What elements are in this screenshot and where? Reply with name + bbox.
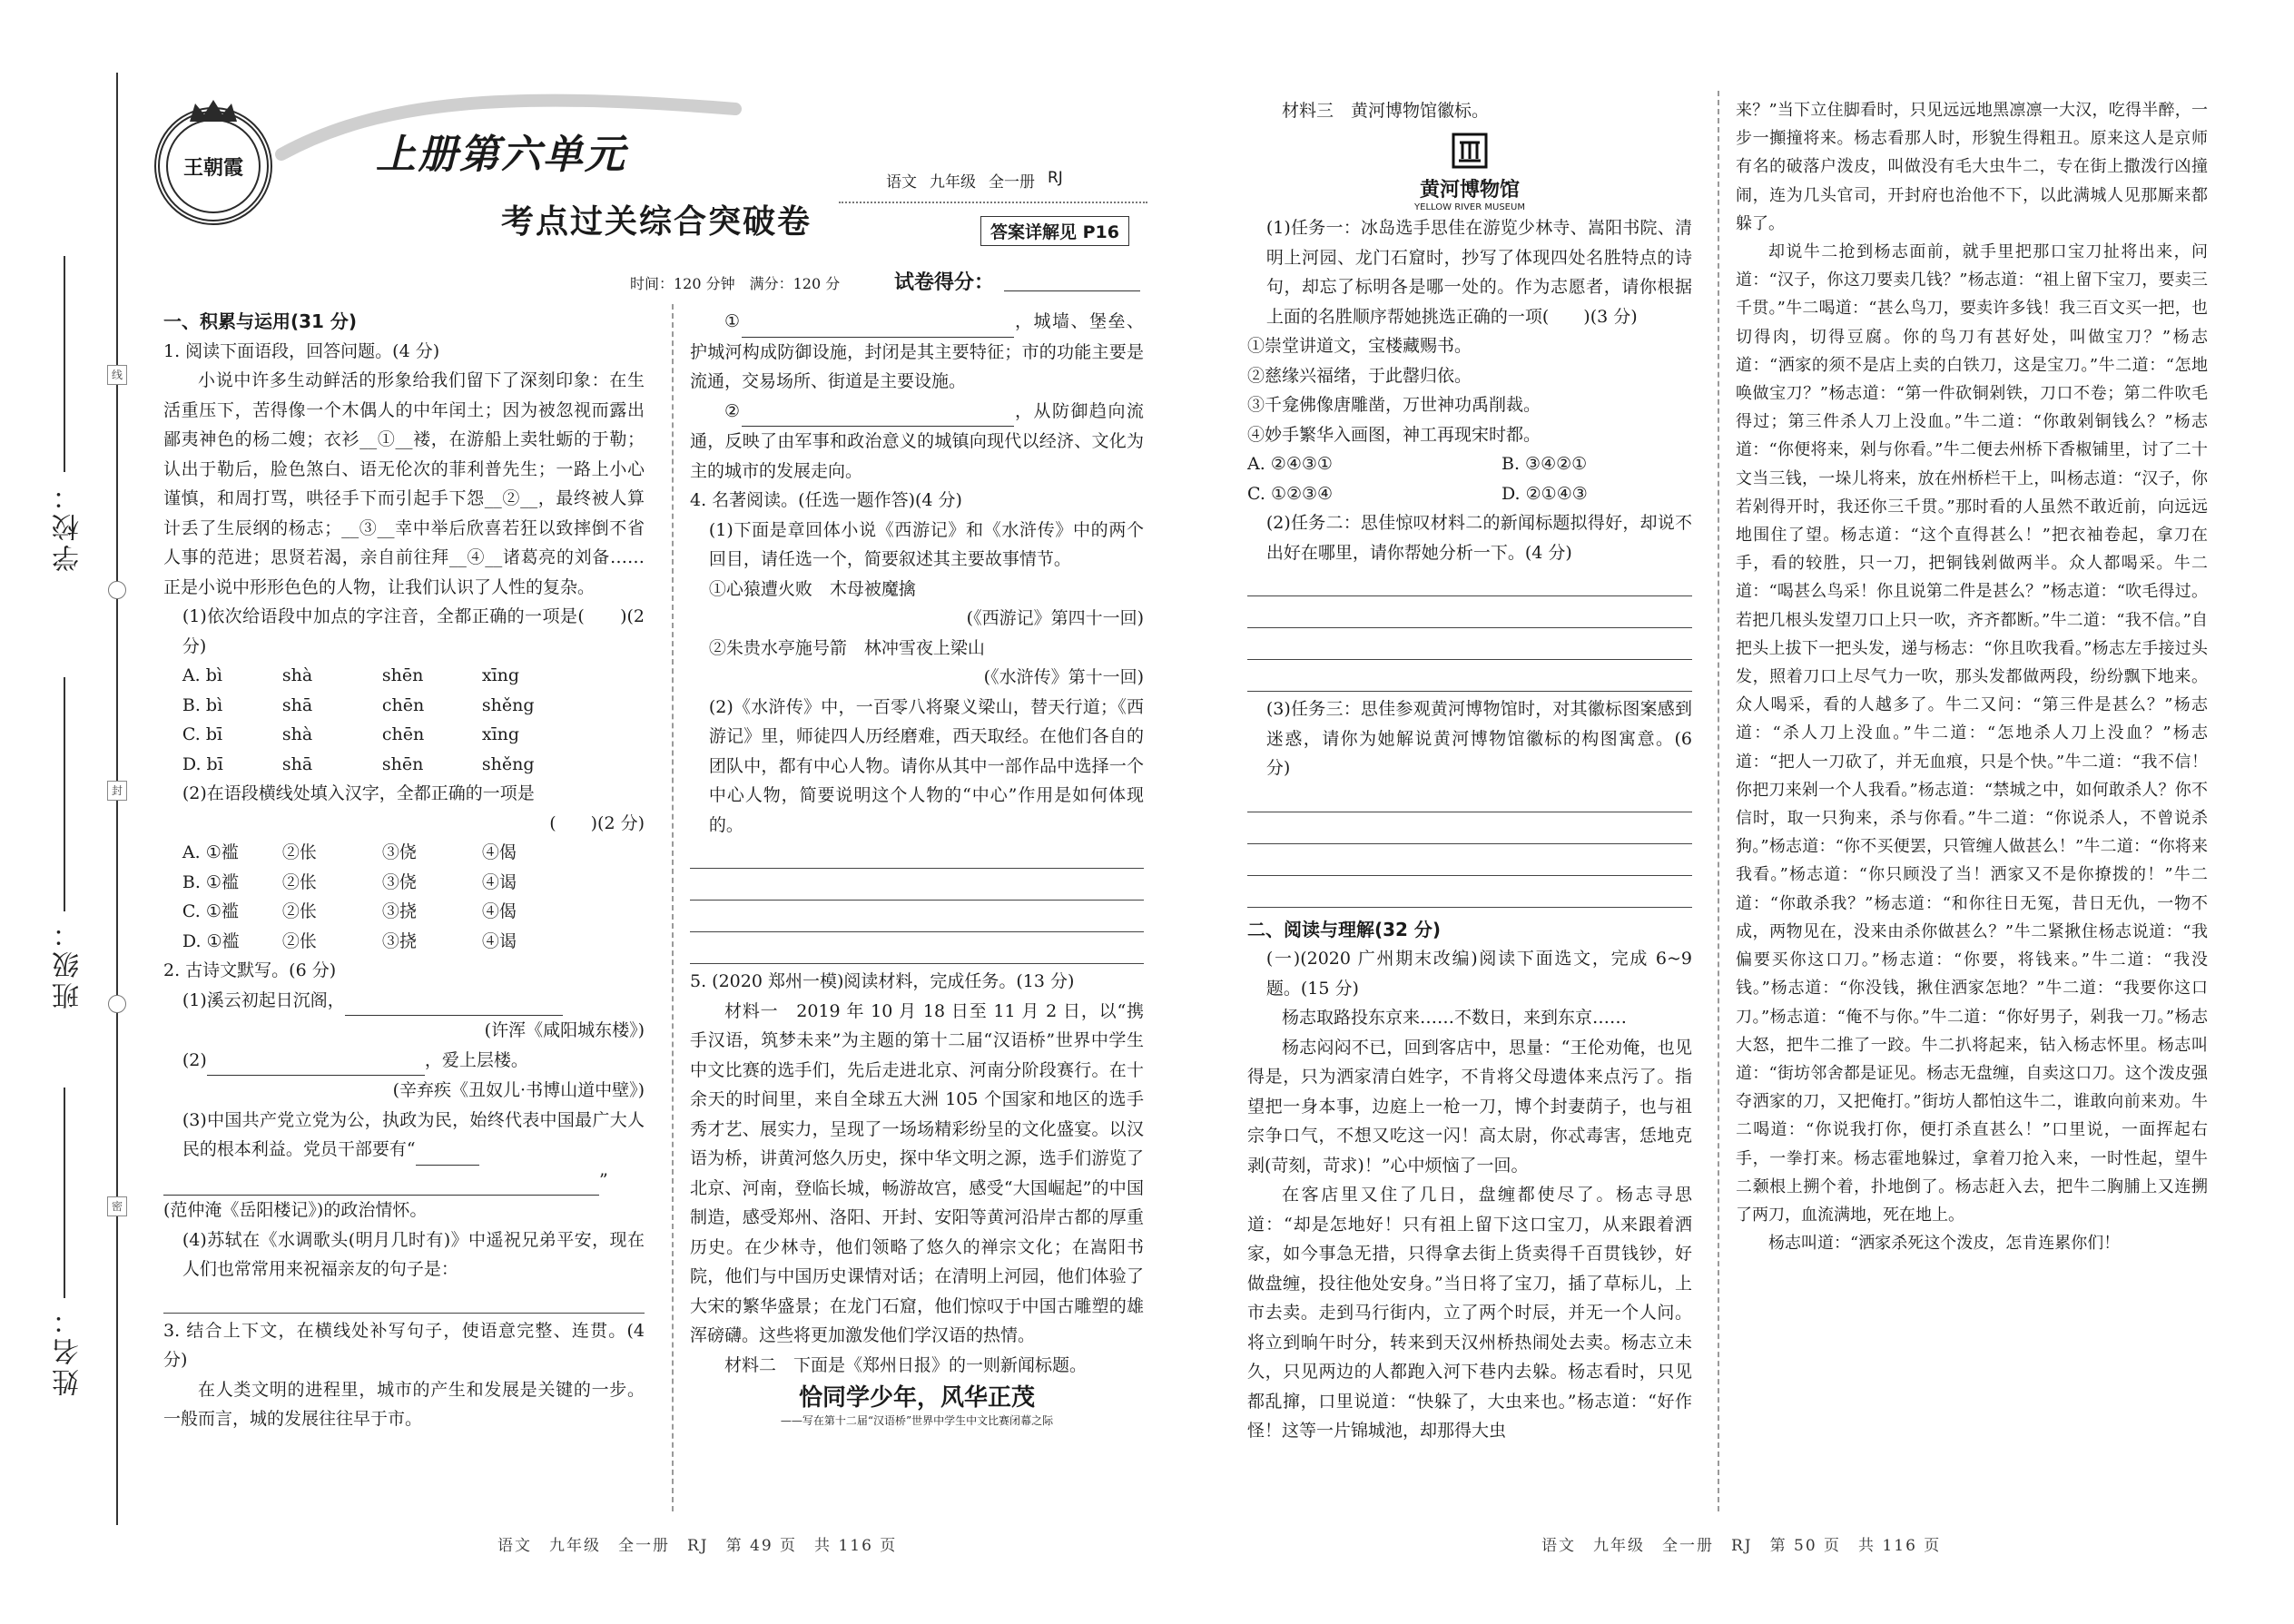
info-tag: 九年级 <box>930 173 976 192</box>
info-tag: 全一册 <box>989 173 1035 192</box>
question-title: 4. 名著阅读。(任选一题作答)(4 分) <box>690 490 962 510</box>
option-row[interactable]: C. ①褴 ②伥 ③挠 ④偈 <box>182 901 517 921</box>
info-tags <box>886 169 1063 192</box>
question-title: 1. 阅读下面语段，回答问题。(4 分) <box>163 340 440 361</box>
logo-text: 王朝霞 <box>166 119 261 213</box>
column-1 <box>163 307 645 1434</box>
binding-hole <box>108 995 126 1013</box>
poem-source: (辛弃疾《丑奴儿·书博山道中壁》) <box>392 1080 645 1100</box>
question-title: 2. 古诗文默写。(6 分) <box>163 960 337 980</box>
option-row[interactable]: C. bī shà chēn xīng <box>182 724 520 744</box>
answer-blank[interactable] <box>345 986 563 1017</box>
question-title: 3. 结合上下文，在横线处补写句子，使语意完整、连贯。(4 分) <box>163 1320 645 1370</box>
task-question: (1)任务一：冰岛选手思佳在游览少林寺、嵩阳书院、清明上河园、龙门石窟时，抄写了体现四处名胜特点的诗句，却忘了标明各是哪一处的。作为志愿者，请你根据上面的名胜顺序帮她挑选正确的一项( )(3 分) <box>1265 218 1692 327</box>
poem-line: (4)苏轼在《水调歌头(明月几时有)》中遥祝兄弟平安，现在人们也常常用来祝福亲友的句子是： <box>182 1229 645 1279</box>
column-divider <box>1718 91 1719 1511</box>
poem-item: ①崇堂讲道文，宝楼藏赐书。 <box>1247 336 1472 356</box>
unit-title: 上册第六单元 <box>376 132 626 178</box>
answer-line[interactable] <box>690 840 1144 869</box>
page-footer: 语文 九年级 全一册 RJ 第 49 页 共 116 页 <box>497 1537 898 1555</box>
name-label: 姓名： <box>53 1304 84 1396</box>
header-dots <box>839 202 1147 203</box>
column-3 <box>1247 96 1692 1446</box>
option-row[interactable]: A. ①褴 ②伥 ③侥 ④偈 <box>182 842 517 862</box>
news-subtitle: ——写在第十二届“汉语桥”世界中学生中文比赛闭幕之际 <box>780 1413 1054 1427</box>
answer-line[interactable] <box>1247 847 1692 876</box>
poem-line: (1)溪云初起日沉阁， <box>163 986 645 1017</box>
crown-icon <box>186 98 241 125</box>
question-passage: ① ，城墙、堡垒、护城河构成防御设施，封闭是其主要特征；市的功能主要是流通，交易场所、街道是主要设施。 <box>690 307 1144 397</box>
sub-question: (2)《水浒传》中，一百零八将聚义梁山，替天行道；《西游记》里，师徒四人历经磨难，西天取经。在他们各自的团队中，都有中心人物。请你从其中一部作品中选择一个中心人物，简要说明这个人物的“中心”作用是如何体现的。 <box>708 696 1144 835</box>
school-label: 学校： <box>53 479 84 572</box>
sub-question-mark: ( )(2 分) <box>549 812 645 833</box>
museum-logo <box>1247 132 1692 214</box>
option-row[interactable]: C. ①②③④ D. ②①④③ <box>1247 483 1588 504</box>
sub-question: (2)在语段横线处填入汉字，全都正确的一项是 <box>182 783 535 803</box>
answer-line[interactable] <box>1247 815 1692 844</box>
reading-text: 杨志闷闷不已，回到客店中，思量：“王伦劝俺，也见得是，只为洒家清白姓字，不肯将父母遗体来点污了。指望把一身本事，边庭上一枪一刀，博个封妻荫子，也与祖宗争口气，不想又吃这一闪！高太尉，你忒毒害，恁地克剥(苛刻，苛求)！”心中烦恼了一回。 <box>1247 1037 1692 1176</box>
answer-line[interactable] <box>1247 783 1692 812</box>
poem-item: ②慈缘兴福绪，于此罄归依。 <box>1247 365 1472 386</box>
answer-line[interactable] <box>690 903 1144 932</box>
question-passage: 小说中许多生动鲜活的形象给我们留下了深刻印象：在生活重压下，苦得像一个木偶人的中年闰土；因为被忽视而露出鄙夷神色的杨二嫂；衣衫__①__褛，在游船上卖牡蛎的于勒；认出于勒后，脸色煞白、语无伦次的菲利普先生；一路上小心谨慎，和周打骂，哄径手下而引起手下怨__②__，最终被人算计丢了生辰纲的杨志；__③__幸中举后欣喜若狂以致摔倒不省人事的范进；思贤若渴，亲自前往拜__④__诸葛亮的刘备……正是小说中形形色色的人物，让我们认识了人性的复杂。 <box>163 370 645 597</box>
option-row[interactable]: B. ①褴 ②伥 ③侥 ④谒 <box>182 871 517 892</box>
option-row[interactable]: A. bì shà shēn xīng <box>182 665 520 685</box>
answer-reference: 答案详解见 P16 <box>980 216 1129 246</box>
question-title: 5. (2020 郑州一模)阅读材料，完成任务。(13 分) <box>690 971 1075 991</box>
chapter-title: ①心猿遭火败 木母被魔擒 <box>708 578 916 599</box>
material-text: 材料二 下面是《郑州日报》的一则新闻标题。 <box>724 1354 1088 1375</box>
answer-blank[interactable] <box>742 307 1014 338</box>
chapter-source: (《西游记》第四十一回) <box>966 608 1144 628</box>
answer-line[interactable] <box>690 935 1144 964</box>
logo-badge <box>154 107 272 225</box>
museum-name: 黄河博物馆 <box>1419 179 1520 202</box>
chapter-title: ②朱贵水亭施号箭 林冲雪夜上梁山 <box>708 637 985 658</box>
seal-char: 线 <box>107 365 127 385</box>
poem-item: ③千龛佛像唐雕凿，万世神功禹削裁。 <box>1247 395 1541 415</box>
poem-line: (2) ，爱上层楼。 <box>163 1046 645 1077</box>
material-text: 材料一 2019 年 10 月 18 日至 11 月 2 日，以“携手汉语，筑梦未来”为主题的第十二届“汉语桥”世界中学生中文比赛的选手们，先后走进北京、河南分阶段赛行。在十余天的时间里，来自全球五大洲 105 个国家和地区的选手秀才艺、展实力，呈现了一场场精彩纷呈的文化盛宴。以汉语为桥，讲黄河悠久历史，探中华文明之源，选手们游览了北京、河南，登临长城，畅游故宫，感受“大国崛起”的中国制造，感受郑州、洛阳、开封、安阳等黄河沿岸古都的厚重历史。在少林寺，他们领略了悠久的禅宗文化；在嵩阳书院，他们与中国历史课情对话；在清明上河园，他们体验了大宋的繁华盛景；在龙门石窟，他们惊叹于中国古雕塑的雄浑磅礴。这些将更加激发他们学汉语的热情。 <box>690 1000 1144 1345</box>
task-question: (3)任务三：思佳参观黄河博物馆时，对其徽标图案感到迷惑，请你为她解说黄河博物馆徽标的构图寓意。(6 分) <box>1265 699 1692 778</box>
poem-line: (3)中国共产党立党为公，执政为民，始终代表中国最广大人民的根本利益。党员干部要有“ <box>163 1106 645 1166</box>
poem-line: ” <box>163 1166 645 1196</box>
page-footer: 语文 九年级 全一册 RJ 第 50 页 共 116 页 <box>1541 1537 1942 1555</box>
answer-blank[interactable] <box>163 1166 599 1196</box>
poem-item: ④妙手繁华入画图，神工再现宋时都。 <box>1247 424 1541 445</box>
score-field[interactable] <box>1004 290 1140 291</box>
column-2 <box>690 307 1144 1428</box>
reading-text: 却说牛二抢到杨志面前，就手里把那口宝刀扯将出来，问道：“汉子，你这刀要卖几钱？”杨志道：“祖上留下宝刀，要卖三千贯。”牛二喝道：“甚么鸟刀，要卖许多钱！我三百文买一把，也切得肉，切得豆腐。你的鸟刀有甚好处，叫做宝刀？”杨志道：“洒家的须不是店上卖的白铁刀，这是宝刀。”牛二道：“怎地唤做宝刀？”杨志道：“第一件砍铜剁铁，刀口不卷；第二件吹毛得过；第三件杀人刀上没血。”牛二道：“你敢剁铜钱么？”杨志道：“你便将来，剁与你看。”牛二便去州桥下香椒铺里，讨了二十文当三钱，一垛儿将来，放在州桥栏干上，叫杨志道：“汉子，你若剁得开时，我还你三千贯。”那时看的人虽然不敢近前，向远远地围住了望。杨志道：“这个直得甚么！”把衣袖卷起，拿刀在手，看的较胜，只一刀，把铜钱剁做两半。众人都喝采。牛二道：“喝甚么鸟采！你且说第二件是甚么？”杨志道：“吹毛得过。若把几根头发望刀口上只一吹，齐齐都断。”牛二道：“我不信。”自把头上拔下一把头发，递与杨志：“你且吹我看。”杨志左手接过头发，照着刀口上尽气力一吹，那头发都做两段，纷纷飘下地来。众人喝采，看的人越多了。牛二又问：“第三件是甚么？”杨志道：“杀人刀上没血。”牛二道：“怎地杀人刀上没血？”杨志道：“把人一刀砍了，并无血痕，只是个快。”牛二道：“我不信！你把刀来剁一个人我看。”杨志道：“禁城之中，如何敢杀人？你不信时，取一只狗来，杀与你看。”牛二道：“你说杀人，不曾说杀狗。”杨志道：“你不买便罢，只管缠人做甚么！”牛二道：“你将来我看。”杨志道：“你只顾没了当！洒家又不是你撩拨的！”牛二道：“你敢杀我？”杨志道：“和你往日无冤，昔日无仇，一物不成，两物见在，没来由杀你做甚么？”牛二紧揪住杨志说道：“我偏要买你这口刀。”杨志道：“你要，将钱来。”牛二道：“我没钱。”杨志道：“你没钱，揪住洒家怎地？”牛二道：“我要你这口刀。”杨志道：“俺不与你。”牛二道：“你好男子，剁我一刀。”杨志大怒，把牛二推了一跤。牛二扒将起来，钻入杨志怀里。杨志叫道：“街坊邻舍都是证见。杨志无盘缠，自卖这口刀。这个泼皮强夺洒家的刀，又把俺打。”街坊人都怕这牛二，谁敢向前来劝。牛二喝道：“你说我打你，便打杀直甚么！”口里说，一面挥起右手，一拳打来。杨志霍地躲过，拿着刀抢入来，一时性起，望牛二颡根上搠个着，扑地倒了。杨志赶入去，把牛二胸脯上又连搠了两刀，血流满地，死在地上。 <box>1736 242 2208 1225</box>
museum-emblem-icon <box>1451 132 1489 170</box>
section-title: 二、阅读与理解(32 分) <box>1247 918 1442 940</box>
answer-line[interactable] <box>690 871 1144 901</box>
school-field[interactable] <box>64 256 65 472</box>
option-row[interactable]: D. ①褴 ②伥 ③挠 ④谒 <box>182 930 517 951</box>
answer-blank[interactable] <box>207 1046 425 1077</box>
class-field[interactable] <box>64 677 65 911</box>
option-row[interactable]: D. bī shā shēn shěng <box>182 753 535 774</box>
seal-char: 封 <box>107 781 127 801</box>
answer-blank[interactable] <box>742 397 1014 428</box>
task-question: (2)任务二：思佳惊叹材料二的新闻标题拟得好，却说不出好在哪里，请你帮她分析一下。(4 分) <box>1265 513 1692 563</box>
answer-line[interactable] <box>1247 663 1692 692</box>
column-divider <box>672 304 674 1511</box>
info-tag: 语文 <box>886 173 917 192</box>
material-text: 材料三 黄河博物馆徽标。 <box>1282 101 1490 121</box>
chapter-source: (《水浒传》第十一回) <box>983 667 1144 687</box>
score-label: 试卷得分： <box>894 271 995 294</box>
paper-title: 考点过关综合突破卷 <box>501 203 812 241</box>
sub-question: (1)依次给语段中加点的字注音，全都正确的一项是( )(2 分) <box>182 606 645 656</box>
question-passage: ② ，从防御趋向流通，反映了由军事和政治意义的城镇向现代以经济、文化为主的城市的发展走向。 <box>690 397 1144 487</box>
answer-blank[interactable] <box>416 1135 479 1166</box>
museum-name-en: YELLOW RIVER MUSEUM <box>1414 202 1525 212</box>
name-field[interactable] <box>64 1088 65 1298</box>
poem-source: (范仲淹《岳阳楼记》)的政治情怀。 <box>163 1200 428 1220</box>
seal-char: 密 <box>107 1196 127 1216</box>
reading-text: 杨志取路投东京来……不数日，来到东京…… <box>1282 1008 1628 1028</box>
news-headline: 恰同学少年，风华正茂 <box>798 1384 1035 1412</box>
column-4 <box>1736 96 2208 1257</box>
answer-line[interactable] <box>163 1284 645 1314</box>
answer-line[interactable] <box>1247 631 1692 660</box>
question-passage: 在人类文明的进程里，城市的产生和发展是关键的一步。一般而言，城的发展往往早于市。 <box>163 1379 645 1429</box>
poem-source: (许浑《咸阳城东楼》) <box>484 1020 645 1040</box>
binding-hole <box>108 581 126 599</box>
option-row[interactable]: A. ②④③① B. ③④②① <box>1247 454 1588 474</box>
answer-line[interactable] <box>1247 599 1692 628</box>
class-label: 班级： <box>53 917 84 1009</box>
info-tag: RJ <box>1048 169 1063 187</box>
reading-text: 杨志叫道：“洒家杀死这个泼皮，怎肯连累你们！ <box>1768 1234 2121 1254</box>
time-score: 时间：120 分钟 满分：120 分 <box>630 275 841 292</box>
reading-title: (一)(2020 广州期末改编)阅读下面选文，完成 6~9 题。(15 分) <box>1265 949 1692 999</box>
reading-text: 在客店里又住了几日，盘缠都使尽了。杨志寻思道：“却是怎地好！只有祖上留下这口宝刀，从来跟着洒家，如今事急无措，只得拿去街上货卖得千百贯钱钞，好做盘缠，投往他处安身。”当日将了宝刀，插了草标儿，上市去卖。走到马行街内，立了两个时辰，并无一个人问。将立到晌午时分，转来到天汉州桥热闹处去卖。杨志立未久，只见两边的人都跑入河下巷内去躲。杨志看时，只见都乱撺，口里说道：“快躲了，大虫来也。”杨志道：“好作怪！这等一片锦城池，却那得大虫 <box>1247 1185 1692 1441</box>
section-title: 一、积累与运用(31 分) <box>163 310 358 332</box>
reading-text: 来？”当下立住脚看时，只见远远地黑凛凛一大汉，吃得半醉，一步一攧撞将来。杨志看那人时，形貌生得粗丑。原来这人是京师有名的破落户泼皮，叫做没有毛大虫牛二，专在街上撒泼行凶撞闹，连为几头官司，开封府也治他不下，以此满城人见那厮来都躲了。 <box>1736 101 2208 233</box>
answer-line[interactable] <box>1247 567 1692 596</box>
sub-question: (1)下面是章回体小说《西游记》和《水浒传》中的两个回目，请任选一个，简要叙述其主要故事情节。 <box>708 519 1144 569</box>
option-row[interactable]: B. bì shā chēn shěng <box>182 694 535 715</box>
answer-line[interactable] <box>1247 879 1692 908</box>
